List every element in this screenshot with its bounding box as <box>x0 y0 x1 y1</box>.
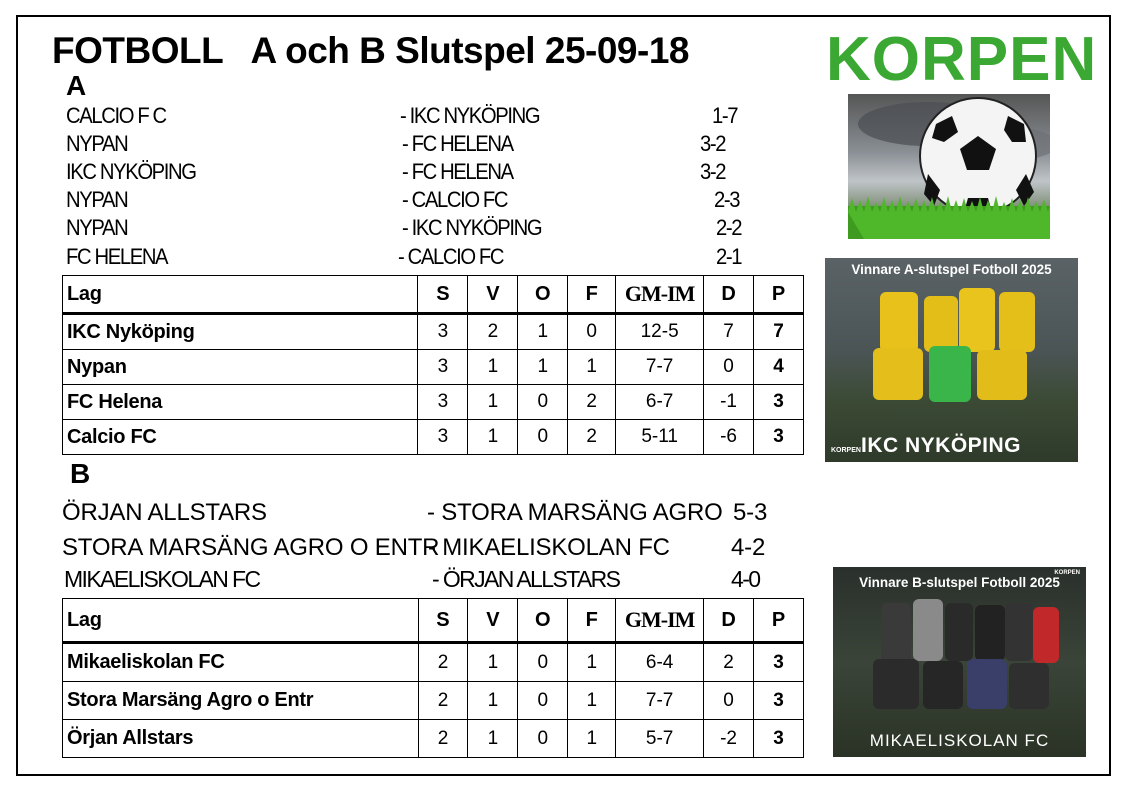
match-away: - ÖRJAN ALLSTARS <box>432 566 620 592</box>
col-header: GM-IM <box>616 599 704 643</box>
team-name: Stora Marsäng Agro o Entr <box>63 682 419 720</box>
col-header: S <box>418 276 468 314</box>
match-home: NYPAN <box>66 187 128 212</box>
col-header: P <box>754 599 804 643</box>
cell: -2 <box>704 720 754 758</box>
cell: 1 <box>568 643 616 682</box>
team-name: Örjan Allstars <box>63 720 419 758</box>
match-score: 2-3 <box>714 187 740 212</box>
table-header-row <box>63 276 804 314</box>
cell: -1 <box>704 385 754 420</box>
cell: 2 <box>468 314 518 350</box>
table-header-row <box>63 599 804 643</box>
cell: 1 <box>518 314 568 350</box>
match-home: NYPAN <box>66 215 128 240</box>
cell: 7-7 <box>616 350 704 385</box>
cell: 1 <box>468 720 518 758</box>
match-home: STORA MARSÄNG AGRO O ENTR <box>62 534 440 561</box>
match-score: 5-3 <box>733 499 768 526</box>
points-cell: 3 <box>754 720 804 758</box>
team-name: FC Helena <box>63 385 418 420</box>
photo-b-caption-bottom: MIKAELISKOLAN FC <box>869 731 1050 750</box>
cell: 6-4 <box>616 643 704 682</box>
cell: 1 <box>468 420 518 455</box>
cell: 6-7 <box>616 385 704 420</box>
team-name: Nypan <box>63 350 418 385</box>
cell: 0 <box>518 385 568 420</box>
points-cell: 3 <box>754 385 804 420</box>
photo-b-korpen-mark: KORPEN <box>1054 570 1080 576</box>
table-row <box>63 314 804 350</box>
photo-a-caption-top: Vinnare A-slutspel Fotboll 2025 <box>851 262 1052 277</box>
match-score: 3-2 <box>700 159 726 184</box>
match-away: - IKC NYKÖPING <box>400 103 540 128</box>
match-home: MIKAELISKOLAN FC <box>64 566 260 592</box>
table-row <box>63 385 804 420</box>
cell: 2 <box>704 643 754 682</box>
match-away: - FC HELENA <box>402 159 513 184</box>
points-cell: 4 <box>754 350 804 385</box>
col-header: F <box>568 599 616 643</box>
match-home: NYPAN <box>66 131 128 156</box>
cell: 1 <box>468 385 518 420</box>
col-header: V <box>468 276 518 314</box>
match-home: CALCIO F C <box>66 103 166 128</box>
match-score: 3-2 <box>700 131 726 156</box>
winner-photo-a <box>825 258 1078 462</box>
photo-a-caption-bottom: IKC NYKÖPING <box>861 434 1022 457</box>
col-header: D <box>704 276 754 314</box>
col-header: Lag <box>63 599 419 643</box>
team-name: Calcio FC <box>63 420 418 455</box>
col-header: GM-IM <box>616 276 704 314</box>
cell: 0 <box>518 682 568 720</box>
cell: 2 <box>568 420 616 455</box>
cell: 5-11 <box>616 420 704 455</box>
col-header: O <box>518 599 568 643</box>
cell: 1 <box>568 682 616 720</box>
table-row <box>63 643 804 682</box>
cell: 0 <box>518 643 568 682</box>
match-away: - STORA MARSÄNG AGRO <box>427 499 723 526</box>
cell: 1 <box>468 682 518 720</box>
match-home: ÖRJAN ALLSTARS <box>62 499 267 526</box>
football-image <box>848 94 1050 239</box>
col-header: O <box>518 276 568 314</box>
match-away: - CALCIO FC <box>398 244 504 269</box>
cell: 1 <box>518 350 568 385</box>
cell: 3 <box>418 385 468 420</box>
match-score: 2-2 <box>716 215 742 240</box>
points-cell: 3 <box>754 682 804 720</box>
team-name: IKC Nyköping <box>63 314 418 350</box>
table-row <box>63 350 804 385</box>
standings-table-b <box>62 598 804 758</box>
cell: 1 <box>468 643 518 682</box>
col-header: F <box>568 276 616 314</box>
cell: 2 <box>418 643 468 682</box>
section-a-label: A <box>66 70 87 101</box>
cell: 0 <box>704 350 754 385</box>
match-score: 2-1 <box>716 244 742 269</box>
points-cell: 3 <box>754 643 804 682</box>
cell: 7-7 <box>616 682 704 720</box>
cell: 3 <box>418 350 468 385</box>
col-header: Lag <box>63 276 418 314</box>
cell: 2 <box>418 720 468 758</box>
match-away: - FC HELENA <box>402 131 513 156</box>
col-header: D <box>704 599 754 643</box>
cell: 0 <box>704 682 754 720</box>
match-away: - MIKAELISKOLAN FC <box>428 534 670 561</box>
cell: 1 <box>468 350 518 385</box>
cell: 0 <box>518 420 568 455</box>
cell: 7 <box>704 314 754 350</box>
photo-b-caption-top: Vinnare B-slutspel Fotboll 2025 <box>859 575 1060 590</box>
match-home: IKC NYKÖPING <box>66 159 196 184</box>
match-score: 4-0 <box>731 566 760 592</box>
winner-photo-b <box>833 567 1086 757</box>
table-row <box>63 682 804 720</box>
cell: 2 <box>418 682 468 720</box>
points-cell: 7 <box>754 314 804 350</box>
match-away: - CALCIO FC <box>402 187 508 212</box>
cell: 0 <box>568 314 616 350</box>
cell: 3 <box>418 420 468 455</box>
cell: 12-5 <box>616 314 704 350</box>
cell: 1 <box>568 720 616 758</box>
photo-a-korpen-mark: KORPEN <box>831 447 861 454</box>
standings-table-a <box>62 275 804 455</box>
cell: 5-7 <box>616 720 704 758</box>
match-score: 1-7 <box>712 103 738 128</box>
match-home: FC HELENA <box>66 244 168 269</box>
page-title: FOTBOLL A och B Slutspel 25-09-18 <box>52 30 689 71</box>
col-header: S <box>418 599 468 643</box>
cell: 3 <box>418 314 468 350</box>
football-icon <box>848 94 1050 239</box>
match-away: - IKC NYKÖPING <box>402 215 542 240</box>
match-score: 4-2 <box>731 534 766 561</box>
korpen-logo: KORPEN <box>826 25 1098 94</box>
cell: 0 <box>518 720 568 758</box>
col-header: V <box>468 599 518 643</box>
col-header: P <box>754 276 804 314</box>
table-row <box>63 720 804 758</box>
table-row <box>63 420 804 455</box>
cell: 1 <box>568 350 616 385</box>
section-b-label: B <box>70 458 91 489</box>
team-name: Mikaeliskolan FC <box>63 643 419 682</box>
cell: -6 <box>704 420 754 455</box>
cell: 2 <box>568 385 616 420</box>
points-cell: 3 <box>754 420 804 455</box>
